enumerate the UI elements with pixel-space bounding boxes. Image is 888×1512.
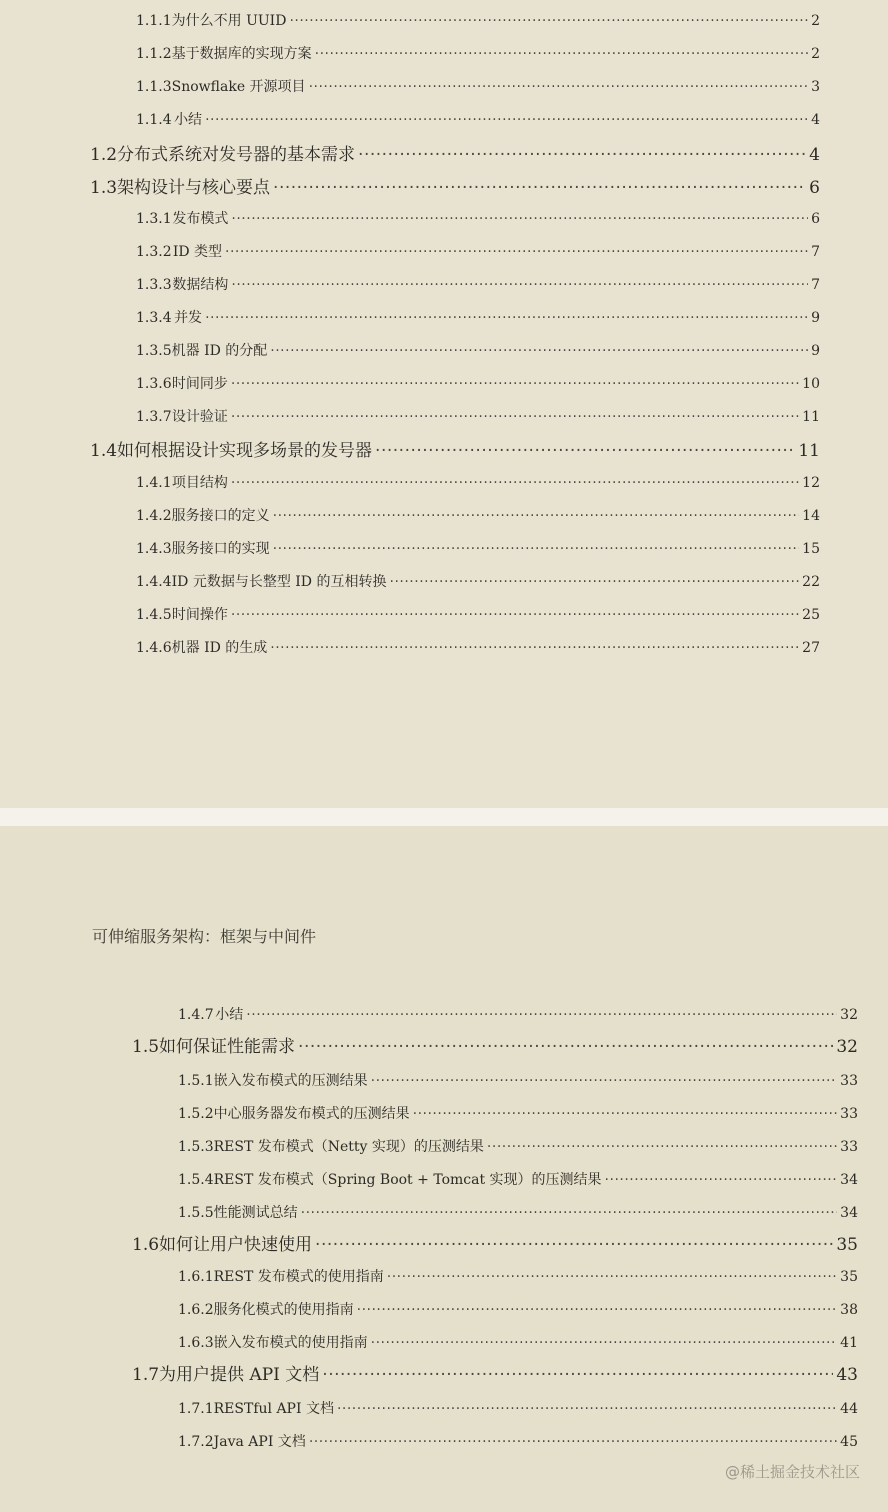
- toc-subsection-entry: [136, 76, 820, 98]
- toc-subsection-entry: [178, 1070, 858, 1092]
- toc-entry-number: 1.3.5: [136, 343, 172, 359]
- toc-subsection-entry: [178, 1266, 858, 1288]
- toc-entry-page-number: 33: [840, 1073, 858, 1089]
- toc-subsection-entry: [136, 637, 820, 659]
- toc-entry-number: 1.3.4: [136, 310, 172, 326]
- toc-entry-number: 1.4.4: [136, 574, 172, 590]
- toc-leader-dots: [270, 640, 799, 656]
- toc-entry-page-number: 38: [840, 1302, 858, 1318]
- toc-subsection-entry: [136, 406, 820, 428]
- running-head: 可伸缩服务架构：框架与中间件: [92, 927, 317, 946]
- page-separator: [0, 808, 888, 826]
- toc-entry-page-number: 25: [802, 607, 820, 623]
- toc-section-entry: [132, 1032, 858, 1058]
- toc-entry-title: 小结: [174, 112, 203, 128]
- toc-entry-number: 1.5: [132, 1037, 160, 1057]
- toc-leader-dots: [231, 475, 799, 491]
- toc-entry-title: 中心服务器发布模式的压测结果: [213, 1106, 410, 1122]
- toc-subsection-entry: [136, 109, 820, 131]
- toc-entry-title: 如何根据设计实现多场景的发号器: [117, 441, 373, 461]
- toc-leader-dots: [225, 244, 808, 260]
- toc-page-2: [0, 826, 888, 1512]
- toc-subsection-entry: [178, 1103, 858, 1125]
- toc-subsection-entry: [136, 505, 820, 527]
- toc-entry-title: Snowflake 开源项目: [171, 79, 306, 95]
- toc-entry-page-number: 10: [802, 376, 820, 392]
- toc-entry-number: 1.4.3: [136, 541, 172, 557]
- toc-entry-title: 机器 ID 的分配: [171, 343, 268, 359]
- toc-leader-dots: [371, 1073, 838, 1089]
- toc-entry-title: 设计验证: [171, 409, 228, 425]
- toc-entry-page-number: 14: [802, 508, 820, 524]
- toc-entry-page-number: 2: [811, 46, 820, 62]
- toc-leader-dots: [273, 541, 800, 557]
- toc-leader-dots: [231, 607, 799, 623]
- toc-entry-number: 1.4.5: [136, 607, 172, 623]
- toc-leader-dots: [231, 409, 799, 425]
- toc-entry-number: 1.6.3: [178, 1335, 214, 1351]
- toc-entry-page-number: 32: [836, 1037, 858, 1057]
- toc-leader-dots: [322, 1365, 833, 1385]
- toc-entry-number: 1.4.6: [136, 640, 172, 656]
- toc-leader-dots: [273, 178, 806, 198]
- toc-subsection-entry: [136, 340, 820, 362]
- toc-subsection-entry: [136, 472, 820, 494]
- toc-leader-dots: [231, 376, 799, 392]
- toc-subsection-entry: [136, 307, 820, 329]
- toc-leader-dots: [246, 1007, 837, 1023]
- toc-entry-title: 机器 ID 的生成: [171, 640, 268, 656]
- toc-entry-title: 并发: [174, 310, 203, 326]
- toc-leader-dots: [231, 211, 808, 227]
- toc-leader-dots: [231, 277, 808, 293]
- toc-entry-title: 发布模式: [172, 211, 229, 227]
- toc-subsection-entry: [136, 43, 820, 65]
- toc-entry-title: 时间操作: [171, 607, 228, 623]
- toc-entry-page-number: 41: [840, 1335, 858, 1351]
- toc-entry-number: 1.4.7: [178, 1007, 214, 1023]
- toc-leader-dots: [387, 1269, 837, 1285]
- toc-entry-title: 小结: [215, 1007, 244, 1023]
- toc-entry-number: 1.3.6: [136, 376, 172, 392]
- toc-section-entry: [90, 173, 820, 199]
- toc-entry-page-number: 4: [809, 145, 820, 165]
- toc-entry-title: 服务化模式的使用指南: [213, 1302, 354, 1318]
- toc-section-entry: [132, 1230, 858, 1256]
- toc-entry-title: ID 类型: [172, 244, 223, 260]
- toc-entry-page-number: 12: [802, 475, 820, 491]
- toc-entry-page-number: 34: [840, 1172, 858, 1188]
- toc-entry-page-number: 34: [840, 1205, 858, 1221]
- toc-entry-title: RESTful API 文档: [213, 1401, 334, 1417]
- toc-entry-title: 架构设计与核心要点: [117, 178, 271, 198]
- toc-entry-page-number: 15: [802, 541, 820, 557]
- toc-entry-number: 1.2: [90, 145, 118, 165]
- toc-entry-title: 如何让用户快速使用: [159, 1235, 313, 1255]
- watermark: @稀土掘金技术社区: [724, 1463, 860, 1481]
- toc-entry-title: 为什么不用 UUID: [171, 13, 287, 29]
- toc-leader-dots: [375, 441, 795, 461]
- toc-entry-number: 1.5.3: [178, 1139, 214, 1155]
- toc-subsection-entry: [136, 571, 820, 593]
- toc-subsection-entry: [178, 1136, 858, 1158]
- toc-leader-dots: [357, 1302, 838, 1318]
- toc-subsection-entry: [178, 1431, 858, 1453]
- toc-entry-page-number: 7: [811, 277, 820, 293]
- toc-entry-number: 1.4: [90, 441, 118, 461]
- toc-entry-number: 1.7.2: [178, 1434, 214, 1450]
- toc-entry-number: 1.4.1: [136, 475, 172, 491]
- toc-leader-dots: [205, 112, 808, 128]
- toc-leader-dots: [270, 343, 808, 359]
- toc-leader-dots: [413, 1106, 838, 1122]
- toc-entry-page-number: 2: [811, 13, 820, 29]
- toc-subsection-entry: [136, 373, 820, 395]
- toc-entry-title: 项目结构: [171, 475, 228, 491]
- toc-entry-title: 时间同步: [171, 376, 228, 392]
- toc-subsection-entry: [178, 1398, 858, 1420]
- toc-leader-dots: [309, 1434, 837, 1450]
- toc-entry-number: 1.6.2: [178, 1302, 214, 1318]
- toc-entry-number: 1.5.1: [178, 1073, 214, 1089]
- toc-leader-dots: [390, 574, 800, 590]
- toc-leader-dots: [487, 1139, 837, 1155]
- toc-entry-page-number: 33: [840, 1106, 858, 1122]
- toc-leader-dots: [301, 1205, 838, 1221]
- toc-leader-dots: [315, 46, 808, 62]
- toc-leader-dots: [289, 13, 808, 29]
- toc-subsection-entry: [136, 241, 820, 263]
- toc-entry-page-number: 6: [811, 211, 820, 227]
- toc-entry-title: 嵌入发布模式的压测结果: [213, 1073, 368, 1089]
- toc-leader-dots: [358, 145, 806, 165]
- toc-entry-title: 性能测试总结: [213, 1205, 298, 1221]
- toc-entry-number: 1.3.3: [136, 277, 172, 293]
- toc-leader-dots: [337, 1401, 837, 1417]
- toc-section-entry: [90, 436, 820, 462]
- toc-entry-title: 如何保证性能需求: [159, 1037, 296, 1057]
- toc-entry-page-number: 35: [840, 1269, 858, 1285]
- toc-entry-title: 数据结构: [172, 277, 229, 293]
- toc-entry-number: 1.1.4: [136, 112, 172, 128]
- toc-subsection-entry: [136, 604, 820, 626]
- toc-section-entry: [90, 140, 820, 166]
- toc-leader-dots: [309, 79, 809, 95]
- toc-entry-page-number: 3: [811, 79, 820, 95]
- toc-entry-page-number: 44: [840, 1401, 858, 1417]
- toc-subsection-entry: [136, 10, 820, 32]
- toc-entry-title: REST 发布模式（Netty 实现）的压测结果: [213, 1139, 484, 1155]
- toc-entry-page-number: 7: [811, 244, 820, 260]
- toc-entry-number: 1.1.1: [136, 13, 172, 29]
- toc-leader-dots: [298, 1037, 833, 1057]
- toc-subsection-entry: [178, 1202, 858, 1224]
- toc-entry-page-number: 33: [840, 1139, 858, 1155]
- toc-entry-title: ID 元数据与长整型 ID 的互相转换: [171, 574, 387, 590]
- toc-entry-number: 1.4.2: [136, 508, 172, 524]
- toc-subsection-entry: [136, 538, 820, 560]
- toc-entry-title: 服务接口的实现: [171, 541, 270, 557]
- toc-subsection-entry: [178, 1299, 858, 1321]
- toc-entry-title: 基于数据库的实现方案: [171, 46, 312, 62]
- toc-entry-page-number: 4: [811, 112, 820, 128]
- toc-entry-title: 服务接口的定义: [171, 508, 270, 524]
- toc-entry-title: REST 发布模式（Spring Boot + Tomcat 实现）的压测结果: [213, 1172, 602, 1188]
- toc-entry-number: 1.6: [132, 1235, 160, 1255]
- toc-leader-dots: [273, 508, 800, 524]
- toc-entry-page-number: 9: [811, 310, 820, 326]
- toc-subsection-entry: [178, 1169, 858, 1191]
- toc-entry-number: 1.1.3: [136, 79, 172, 95]
- toc-leader-dots: [371, 1335, 838, 1351]
- toc-entry-page-number: 6: [809, 178, 820, 198]
- toc-entry-number: 1.3: [90, 178, 118, 198]
- toc-entry-page-number: 22: [802, 574, 820, 590]
- toc-entry-title: 为用户提供 API 文档: [159, 1365, 320, 1385]
- toc-entry-page-number: 32: [840, 1007, 858, 1023]
- toc-leader-dots: [605, 1172, 838, 1188]
- toc-entry-number: 1.3.7: [136, 409, 172, 425]
- toc-section-entry: [132, 1360, 858, 1386]
- toc-entry-title: REST 发布模式的使用指南: [213, 1269, 384, 1285]
- toc-leader-dots: [315, 1235, 833, 1255]
- toc-entry-number: 1.3.2: [136, 244, 172, 260]
- toc-entry-number: 1.7: [132, 1365, 160, 1385]
- toc-subsection-entry: [178, 1332, 858, 1354]
- toc-entry-page-number: 43: [836, 1365, 858, 1385]
- toc-entry-number: 1.5.5: [178, 1205, 214, 1221]
- toc-entry-number: 1.1.2: [136, 46, 172, 62]
- toc-entry-number: 1.5.2: [178, 1106, 214, 1122]
- toc-entry-page-number: 11: [802, 409, 820, 425]
- toc-entry-title: 嵌入发布模式的使用指南: [213, 1335, 368, 1351]
- toc-entry-number: 1.3.1: [136, 211, 172, 227]
- toc-entry-page-number: 27: [802, 640, 820, 656]
- toc-entry-number: 1.5.4: [178, 1172, 214, 1188]
- toc-entry-page-number: 35: [836, 1235, 858, 1255]
- toc-entry-title: 分布式系统对发号器的基本需求: [117, 145, 356, 165]
- toc-entry-number: 1.6.1: [178, 1269, 214, 1285]
- toc-subsection-entry: [178, 1004, 858, 1026]
- toc-entry-title: Java API 文档: [213, 1434, 306, 1450]
- toc-entry-page-number: 45: [840, 1434, 858, 1450]
- toc-subsection-entry: [136, 208, 820, 230]
- toc-leader-dots: [205, 310, 808, 326]
- toc-entry-page-number: 9: [811, 343, 820, 359]
- toc-entry-number: 1.7.1: [178, 1401, 214, 1417]
- toc-entry-page-number: 11: [798, 441, 820, 461]
- toc-subsection-entry: [136, 274, 820, 296]
